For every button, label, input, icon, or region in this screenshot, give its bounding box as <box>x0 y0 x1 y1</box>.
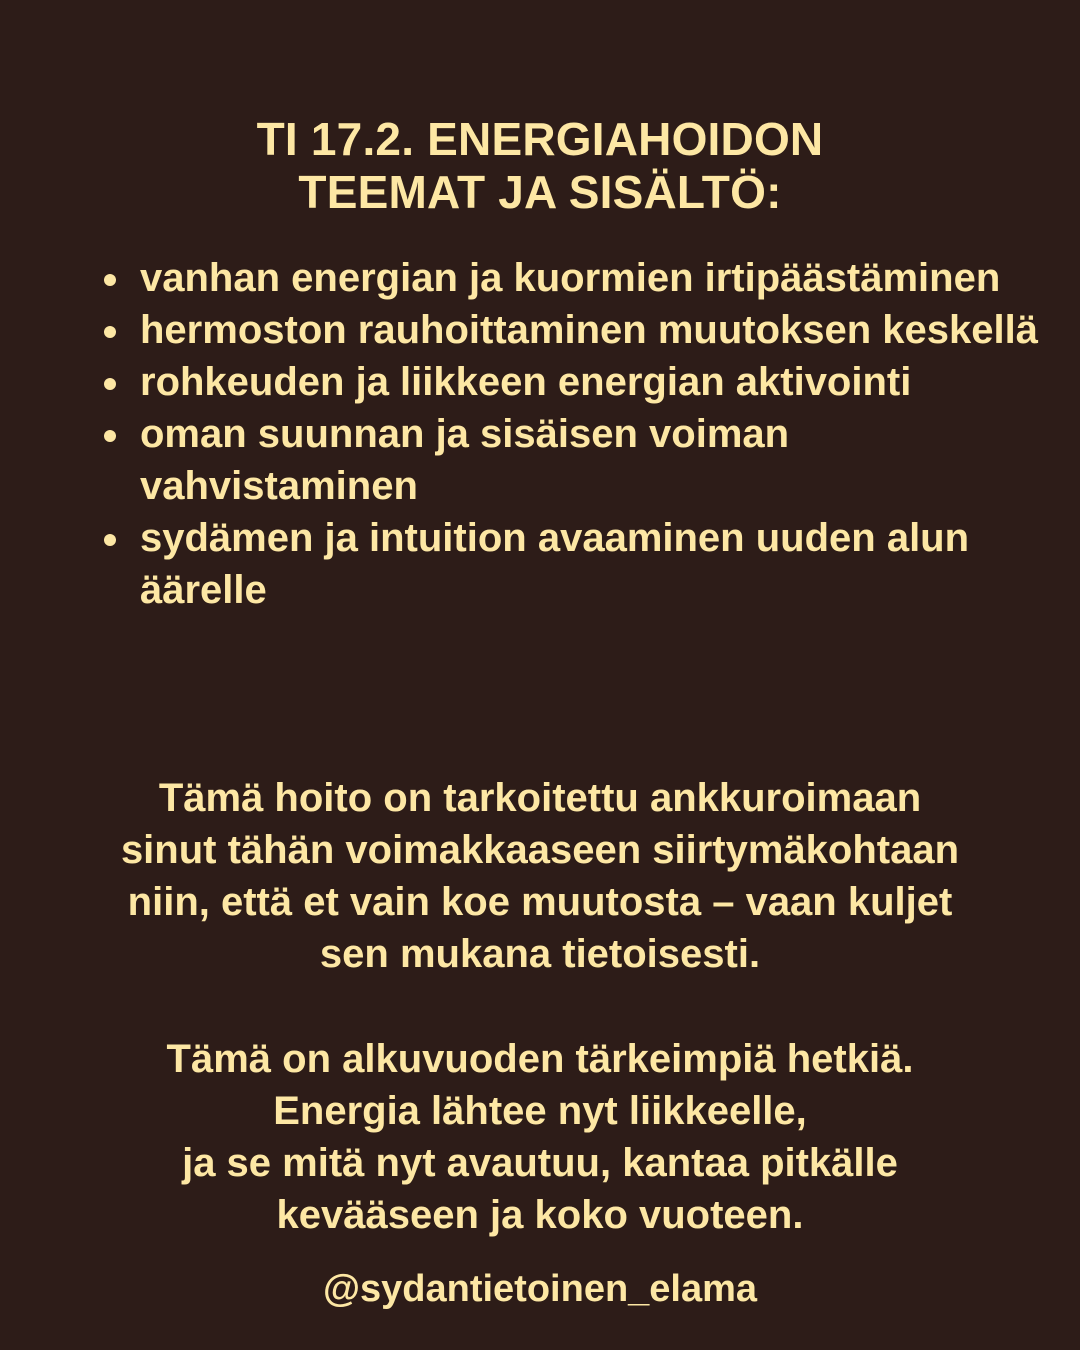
list-item <box>90 252 1050 304</box>
list-item-text: rohkeuden ja liikkeen energian aktivointi <box>140 360 912 404</box>
paragraph-line: Energia lähtee nyt liikkeelle, <box>273 1089 807 1133</box>
list-item-text: oman suunnan ja sisäisen voiman vahvistaminen <box>140 412 790 508</box>
paragraph-line: kevääseen ja koko vuoteen. <box>276 1193 804 1237</box>
bullet-icon <box>104 430 116 442</box>
closing-paragraph <box>0 1033 1080 1241</box>
bullet-icon <box>104 534 116 546</box>
list-item <box>90 408 1050 512</box>
list-item-text: sydämen ja intuition avaaminen uuden alun äärelle <box>140 516 970 612</box>
page-title: TI 17.2. ENERGIAHOIDON TEEMAT JA SISÄLTÖ: <box>256 112 824 218</box>
bullet-icon <box>104 326 116 338</box>
bullet-icon <box>104 378 116 390</box>
list-item <box>90 512 1050 616</box>
paragraph-line: Tämä on alkuvuoden tärkeimpiä hetkiä. <box>166 1037 914 1081</box>
list-item-text: hermoston rauhoittaminen muutoksen keskellä <box>140 308 1038 352</box>
paragraph-line: sen mukana tietoisesti. <box>319 932 761 976</box>
description-paragraph <box>0 772 1080 980</box>
paragraph-line: ja se mitä nyt avautuu, kantaa pitkälle <box>182 1141 898 1185</box>
paragraph-line: sinut tähän voimakkaaseen siirtymäkohtaan <box>120 828 960 872</box>
list-item <box>90 304 1050 356</box>
paragraph-line: Tämä hoito on tarkoitettu ankkuroimaan <box>158 776 922 820</box>
list-item <box>90 356 1050 408</box>
list-item-text: vanhan energian ja kuormien irtipäästäminen <box>140 256 1001 300</box>
paragraph-line: niin, että et vain koe muutosta – vaan kuljet <box>127 880 953 924</box>
account-handle: @sydantietoinen_elama <box>322 1268 758 1310</box>
bullet-icon <box>104 274 116 286</box>
themes-list <box>90 252 1050 616</box>
